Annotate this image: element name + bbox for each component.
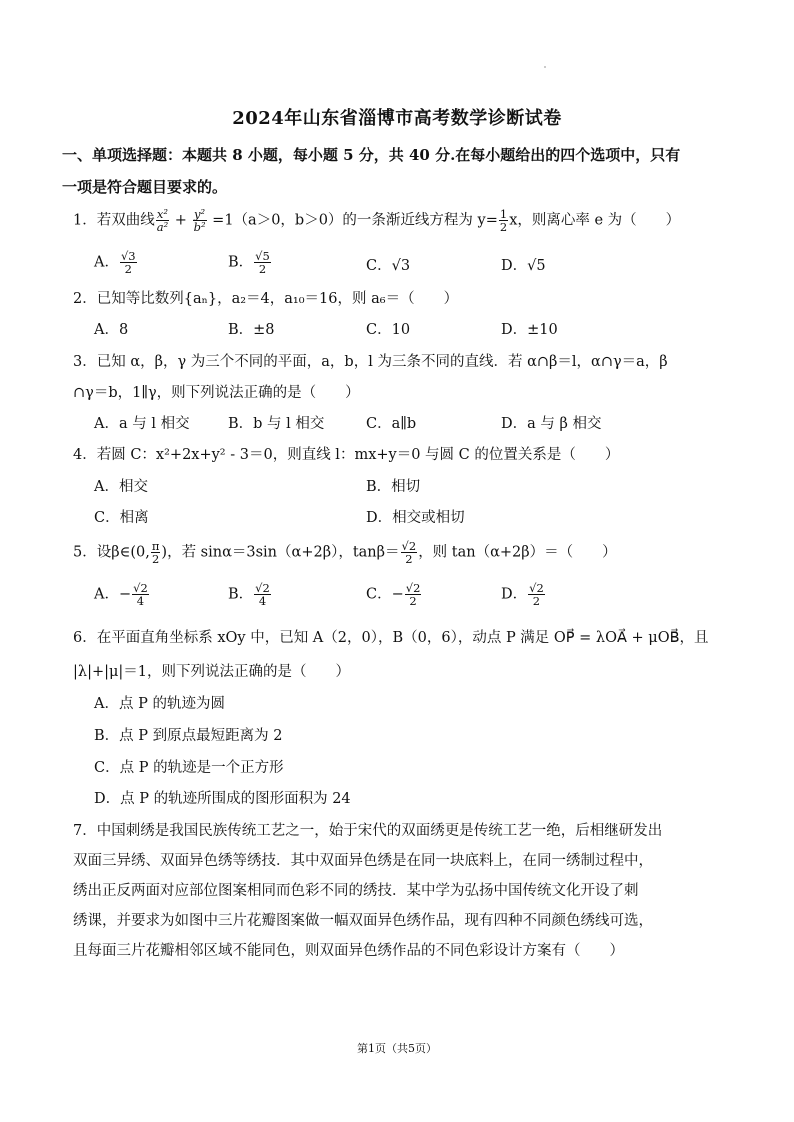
q2-options [94, 320, 714, 348]
question-7 [73, 816, 737, 966]
q1-option-a: A． $\frac{√3}{2}$ [94, 249, 136, 276]
q2-option-b: B．±8 [228, 322, 275, 338]
question-3-line2: ∩γ＝b，1∥γ，则下列说法正确的是（ ） [73, 385, 360, 401]
q7-line3: 绣出正反两面对应部位图案相同而色彩不同的绣技．某中学为弘扬中国传统文化开设了刺 [73, 883, 639, 899]
q6-option-b-row [94, 726, 714, 754]
q1-option-b: B． $\frac{√5}{2}$ [228, 249, 270, 276]
q5-stem-end: ，则 tan（α+2β）＝（ ） [418, 544, 617, 561]
section-heading-line2: 一项是符合题目要求的。 [62, 178, 228, 196]
q4-option-a: A．相交 [94, 479, 148, 495]
q4-option-c: C．相离 [94, 510, 149, 526]
q2-option-a: A．8 [94, 322, 129, 338]
question-6-line1: 6．在平面直角坐标系 xOy 中，已知 A（2，0），B（0，6），动点 P 满足 OP⃗ = λOA⃗ + μOB⃗，且 [73, 630, 709, 646]
page-title: 2024年山东省淄博市高考数学诊断试卷 [232, 108, 562, 129]
q6-option-d-row [94, 789, 714, 817]
q4-options-row1 [94, 477, 714, 505]
q1-options [94, 250, 714, 278]
scan-dot [544, 66, 546, 68]
q5-stem: 5．设β∈(0, [73, 544, 150, 561]
question-3-line1: 3．已知 α，β，γ 为三个不同的平面，a，b，l 为三条不同的直线．若 α∩β＝l，α∩γ＝a，β [73, 354, 668, 370]
q4-options-row2 [94, 508, 714, 536]
q7-line4: 绣课，并要求为如图中三片花瓣图案做一幅双面异色绣作品，现有四种不同颜色绣线可选， [73, 913, 653, 929]
q6-option-b: B．点 P 到原点最短距离为 2 [94, 728, 283, 744]
q3-option-c: C．a∥b [366, 416, 417, 432]
q7-line1: 7．中国刺绣是我国民族传统工艺之一，始于宋代的双面绣更是传统工艺一绝，后相继研发出 [73, 823, 663, 839]
q6-option-a: A．点 P 的轨迹为圆 [94, 696, 225, 712]
question-5 [73, 540, 733, 565]
q1-stem-mid: =1（a＞0，b＞0）的一条渐近线方程为 y= [207, 212, 498, 229]
q5-option-c: C．− $\frac{√2}{2}$ [366, 581, 421, 608]
section-heading-line1: 一、单项选择题：本题共 8 小题，每小题 5 分，共 40 分.在每小题给出的四个选项中，只有 [62, 146, 681, 164]
q3-option-b: B．b 与 l 相交 [228, 416, 325, 432]
q5-fraction-pi-2: $\frac{\pi}{2}$ [151, 539, 160, 566]
q1-option-c: C．√3 [366, 258, 411, 274]
q2-option-d: D．±10 [501, 322, 558, 338]
page-footer: 第1页（共5页） [357, 1042, 437, 1055]
question-4: 4．若圆 C：x²+2x+y² - 3＝0，则直线 l：mx+y＝0 与圆 C 的位置关系是（ ） [73, 447, 620, 463]
q5-option-b: B． $\frac{√2}{4}$ [228, 581, 270, 608]
q6-option-d: D．点 P 的轨迹所围成的图形面积为 24 [94, 791, 351, 807]
q1-text-a: 1． [73, 212, 97, 229]
q7-line5: 且每面三片花瓣相邻区域不能同色，则双面异色绣作品的不同色彩设计方案有（ ） [73, 943, 624, 959]
q5-stem-mid: )，若 sinα＝3sin（α+2β），tanβ＝ [161, 544, 400, 561]
q1-stem: 若双曲线 [96, 212, 155, 229]
q3-option-a: A．a 与 l 相交 [94, 416, 190, 432]
q2-option-c: C．10 [366, 322, 411, 338]
q6-option-a-row [94, 694, 714, 722]
q3-options [94, 414, 714, 442]
q5-option-a: A．− $\frac{√2}{4}$ [94, 581, 148, 608]
q6-option-c: C．点 P 的轨迹是一个正方形 [94, 760, 284, 776]
question-1 [73, 208, 733, 233]
q1-fraction-y2-b2: $\frac{\text{y²}}{\text{b²}}$ [193, 207, 206, 234]
q6-option-c-row [94, 758, 714, 786]
question-2: 2．已知等比数列{aₙ}，a₂＝4，a₁₀＝16，则 a₆＝（ ） [73, 291, 459, 307]
q1-stem-end: x，则离心率 e 为（ ） [509, 212, 681, 229]
q1-fraction-x2-a2: $\frac{\text{x²}}{\text{a²}}$ [156, 207, 169, 234]
q4-option-b: B．相切 [366, 479, 421, 495]
q1-plus: + [170, 212, 192, 229]
q7-line2: 双面三异绣、双面异色绣等绣技．其中双面异色绣是在同一块底料上，在同一绣制过程中， [73, 853, 653, 869]
q1-fraction-half: $\frac{1}{2}$ [499, 207, 508, 234]
q5-option-d: D． $\frac{√2}{2}$ [501, 581, 544, 608]
q3-option-d: D．a 与 β 相交 [501, 416, 602, 432]
q5-options [94, 582, 714, 610]
q1-option-d: D．√5 [501, 258, 546, 274]
question-6-line2: |λ|+|μ|＝1，则下列说法正确的是（ ） [73, 664, 351, 680]
q4-option-d: D．相交或相切 [366, 510, 465, 526]
q5-fraction-root2-2: $\frac{√2}{2}$ [401, 539, 417, 566]
